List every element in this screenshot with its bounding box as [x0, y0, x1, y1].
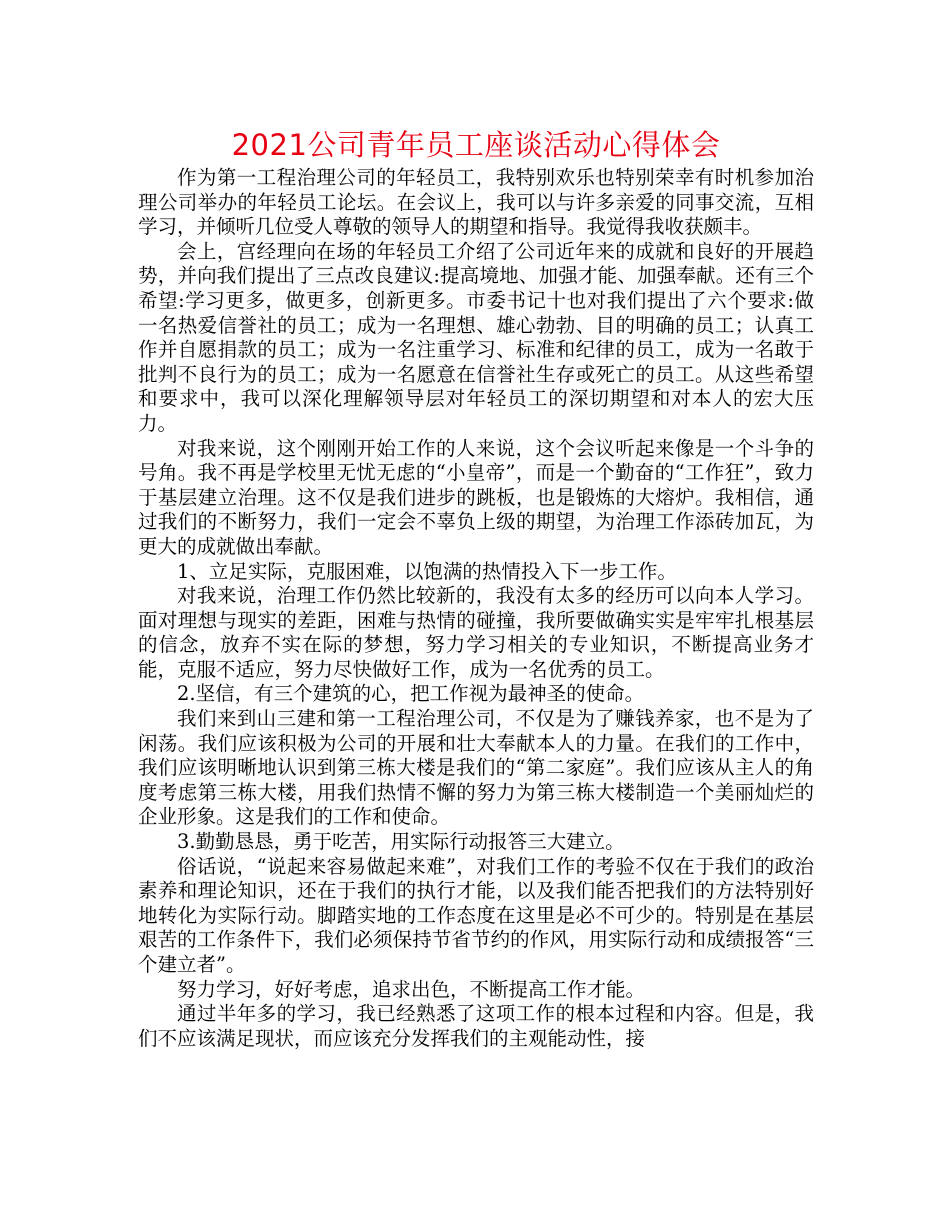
paragraph: 通过半年多的学习，我已经熟悉了这项工作的根本过程和内容。但是，我们不应该满足现状，而应该充分发挥我们的主观能动性，接	[138, 1002, 814, 1050]
paragraph: 对我来说，这个刚刚开始工作的人来说，这个会议听起来像是一个斗争的号角。我不再是学校里无忧无虑的“小皇帝”，而是一个勤奋的“工作狂”，致力于基层建立治理。这不仅是我们进步的跳板，也是锻炼的大熔炉。我相信，通过我们的不断努力，我们一定会不辜负上级的期望，为治理工作添砖加瓦，为更大的成就做出奉献。	[138, 436, 814, 558]
section-heading: 努力学习，好好考虑，追求出色，不断提高工作才能。	[177, 977, 646, 1001]
paragraph: 对我来说，治理工作仍然比较新的，我没有太多的经历可以向本人学习。面对理想与现实的差距，困难与热情的碰撞，我所要做确实实是牢牢扎根基层的信念，放弃不实在际的梦想，努力学习相关的专业知识，不断提高业务才能，克服不适应，努力尽快做好工作，成为一名优秀的员工。	[138, 584, 814, 681]
section-heading: 2.坚信，有三个建筑的心，把工作视为最神圣的使命。	[177, 682, 645, 706]
section-heading: 1、立足实际，克服困难，以饱满的热情投入下一步工作。	[177, 559, 677, 583]
document-title: 2021公司青年员工座谈活动心得体会	[231, 128, 721, 162]
document-body	[138, 166, 814, 1051]
paragraph: 会上，宫经理向在场的年轻员工介绍了公司近年来的成就和良好的开展趋势，并向我们提出了三点改良建议:提高境地、加强才能、加强奉献。还有三个希望:学习更多，做更多，创新更多。市委书记十也对我们提出了六个要求:做一名热爱信誉社的员工；成为一名理想、雄心勃勃、目的明确的员工；认真工作并自愿捐款的员工；成为一名注重学习、标准和纪律的员工，成为一名敢于批判不良行为的员工；成为一名愿意在信誉社生存或死亡的员工。从这些希望和要求中，我可以深化理解领导层对年轻员工的深切期望和对本人的宏大压力。	[138, 239, 814, 435]
section-heading: 3.勤勤恳恳，勇于吃苦，用实际行动报答三大建立。	[177, 830, 625, 854]
document-page	[138, 124, 814, 1051]
paragraph: 我们来到山三建和第一工程治理公司，不仅是为了赚钱养家，也不是为了闲荡。我们应该积极为公司的开展和壮大奉献本人的力量。在我们的工作中，我们应该明晰地认识到第三栋大楼是我们的“第二家庭”。我们应该从主人的角度考虑第三栋大楼，用我们热情不懈的努力为第三栋大楼制造一个美丽灿烂的企业形象。这是我们的工作和使命。	[138, 707, 814, 829]
paragraph: 作为第一工程治理公司的年轻员工，我特别欢乐也特别荣幸有时机参加治理公司举办的年轻员工论坛。在会议上，我可以与许多亲爱的同事交流，互相学习，并倾听几位受人尊敬的领导人的期望和指导。我觉得我收获颇丰。	[138, 166, 814, 239]
paragraph: 俗话说，“说起来容易做起来难”，对我们工作的考验不仅在于我们的政治素养和理论知识，还在于我们的执行才能，以及我们能否把我们的方法特别好地转化为实际行动。脚踏实地的工作态度在这里是必不可少的。特别是在基层艰苦的工作条件下，我们必须保持节省节约的作风，用实际行动和成绩报答“三个建立者”。	[138, 854, 814, 976]
